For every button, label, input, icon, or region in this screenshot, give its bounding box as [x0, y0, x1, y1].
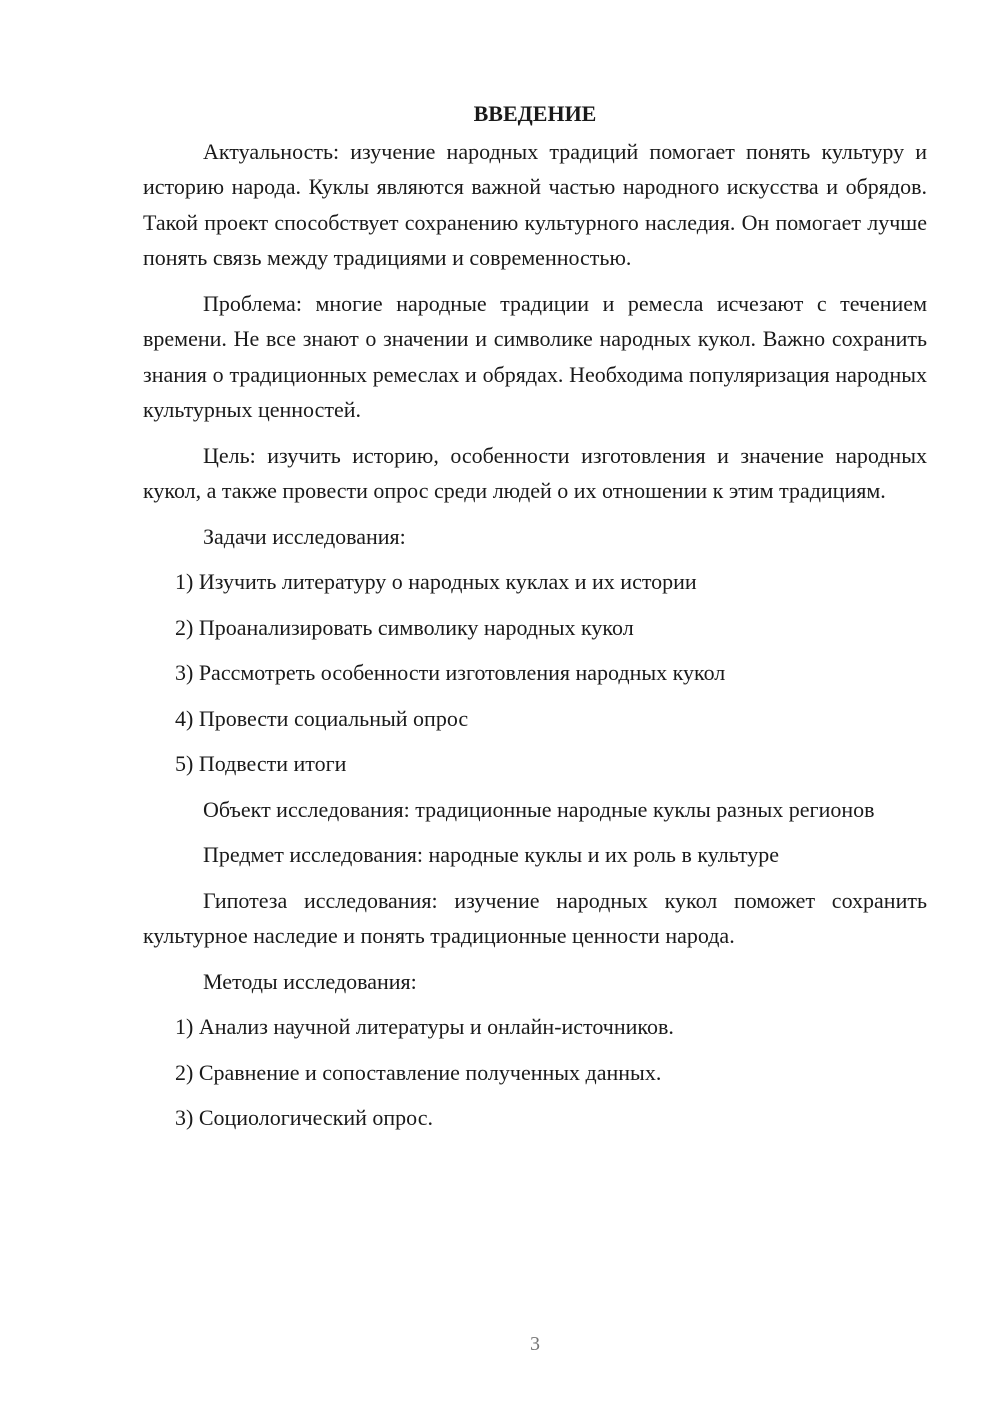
list-item: 2) Проанализировать символику народных кукол	[175, 614, 634, 640]
list-item: 3) Социологический опрос.	[175, 1105, 433, 1130]
subject-paragraph: Предмет исследования: народные куклы и их роль в культуре	[203, 842, 780, 867]
document-page	[143, 96, 927, 1146]
tasks-list	[143, 564, 927, 782]
list-item: 4) Провести социальный опрос	[175, 705, 469, 731]
methods-list	[143, 1009, 927, 1136]
relevance-paragraph: Актуальность: изучение народных традиций помогает понять культуру и историю народа. Куклы являются важной частью народного искусства и обрядов. Такой проект способствует сохранению культурного наследия. Он помогает лучше понять связь между традициями и современностью.	[143, 138, 927, 270]
list-item: 1) Анализ научной литературы и онлайн-источников.	[175, 1014, 674, 1039]
methods-heading: Методы исследования:	[203, 968, 417, 994]
object-paragraph: Объект исследования: традиционные народные куклы разных регионов	[203, 796, 875, 822]
problem-paragraph: Проблема: многие народные традиции и ремесла исчезают с течением времени. Не все знают о значении и символике народных кукол. Важно сохранить знания о традиционных ремеслах и обрядах. Необходима популяризация народных культурных ценностей.	[143, 290, 927, 422]
page-number: 3	[530, 1333, 540, 1355]
list-item: 5) Подвести итоги	[175, 751, 347, 776]
page-title: ВВЕДЕНИЕ	[473, 101, 597, 126]
list-item: 1) Изучить литературу о народных куклах и их истории	[175, 569, 697, 594]
goal-paragraph: Цель: изучить историю, особенности изготовления и значение народных кукол, а также провести опрос среди людей о их отношении к этим традициям.	[143, 442, 927, 503]
list-item: 2) Сравнение и сопоставление полученных данных.	[175, 1059, 662, 1085]
hypothesis-paragraph: Гипотеза исследования: изучение народных кукол поможет сохранить культурное наследие и понять традиционные ценности народа.	[143, 887, 927, 948]
tasks-heading: Задачи исследования:	[203, 523, 406, 549]
list-item: 3) Рассмотреть особенности изготовления народных кукол	[175, 660, 726, 685]
